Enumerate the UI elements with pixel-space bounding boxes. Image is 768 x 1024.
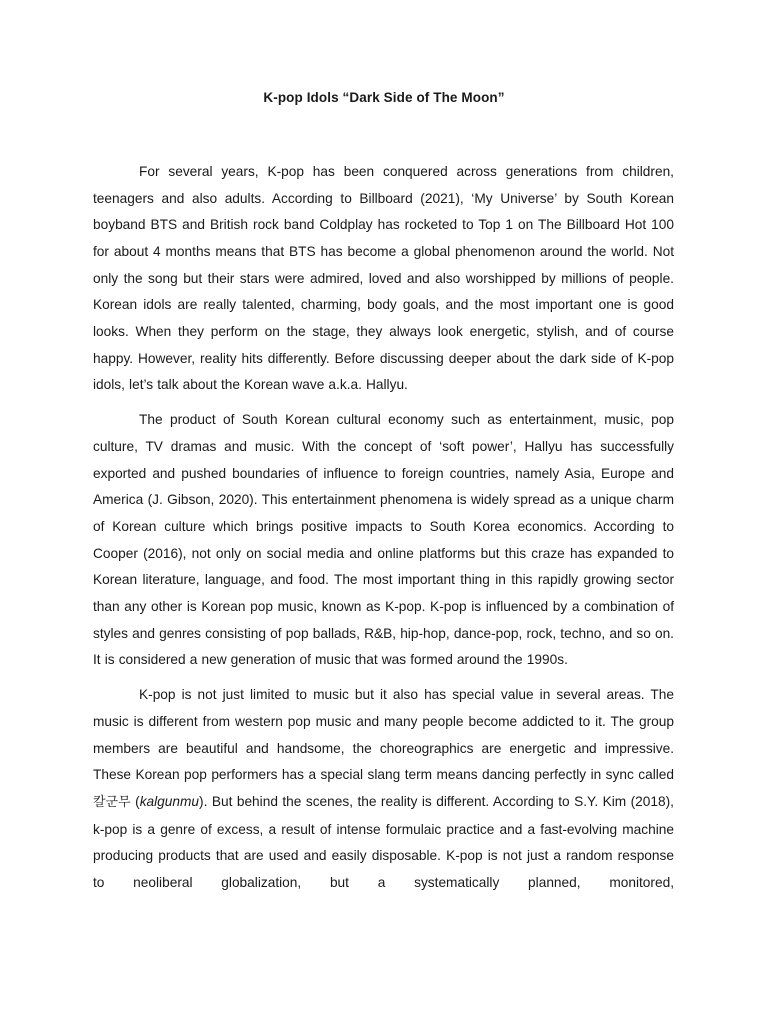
paragraph-3-text-start: K-pop is not just limited to music but it also has special value in several areas. The music is different from western pop music and many people become addicted to it. The group members are beautiful and handsome, the choreographics are energetic and impressive. These Korean pop performers has a special slang term means dancing perfectly in sync called [93,687,674,783]
document-body [93,159,674,905]
paren-open: ( [130,794,140,810]
korean-term: 칼군무 [93,795,131,811]
paragraph-3-text-end: ). But behind the scenes, the reality is different. According to S.Y. Kim (2018), k-pop is a genre of excess, a result of intense formulaic practice and a fast-evolving machine producing products that are used and easily disposable. K-pop is not just a random response to neoliberal globalization, but a systematically planned, monitored, [93,794,674,891]
romanized-term: kalgunmu [139,794,200,810]
paragraph-2: The product of South Korean cultural economy such as entertainment, music, pop culture, TV dramas and music. With the concept of ‘soft power’, Hallyu has successfully exported and pushed boundaries of influence to foreign countries, namely Asia, Europe and America (J. Gibson, 2020). This entertainment phenomena is widely spread as a unique charm of Korean culture which brings positive impacts to South Korea economics. According to Cooper (2016), not only on social media and online platforms but this craze has expanded to Korean literature, language, and food. The most important thing in this rapidly growing sector than any other is Korean pop music, known as K-pop. K-pop is influenced by a combination of styles and genres consisting of pop ballads, R&B, hip-hop, dance-pop, rock, techno, and so on. It is considered a new generation of music that was formed around the 1990s. [93,412,674,668]
document-title: K-pop Idols “Dark Side of The Moon” [263,90,505,105]
paragraph-3 [93,682,674,896]
paragraph-1: For several years, K-pop has been conquered across generations from children, teenagers and also adults. According to Billboard (2021), ‘My Universe’ by South Korean boyband BTS and British rock band Coldplay has rocketed to Top 1 on The Billboard Hot 100 for about 4 months means that BTS has become a global phenomenon around the world. Not only the song but their stars were admired, loved and also worshipped by millions of people. Korean idols are really talented, charming, body goals, and the most important one is good looks. When they perform on the stage, they always look energetic, stylish, and of course happy. However, reality hits differently. Before discussing deeper about the dark side of K-pop idols, let’s talk about the Korean wave a.k.a. Hallyu. [93,164,674,393]
